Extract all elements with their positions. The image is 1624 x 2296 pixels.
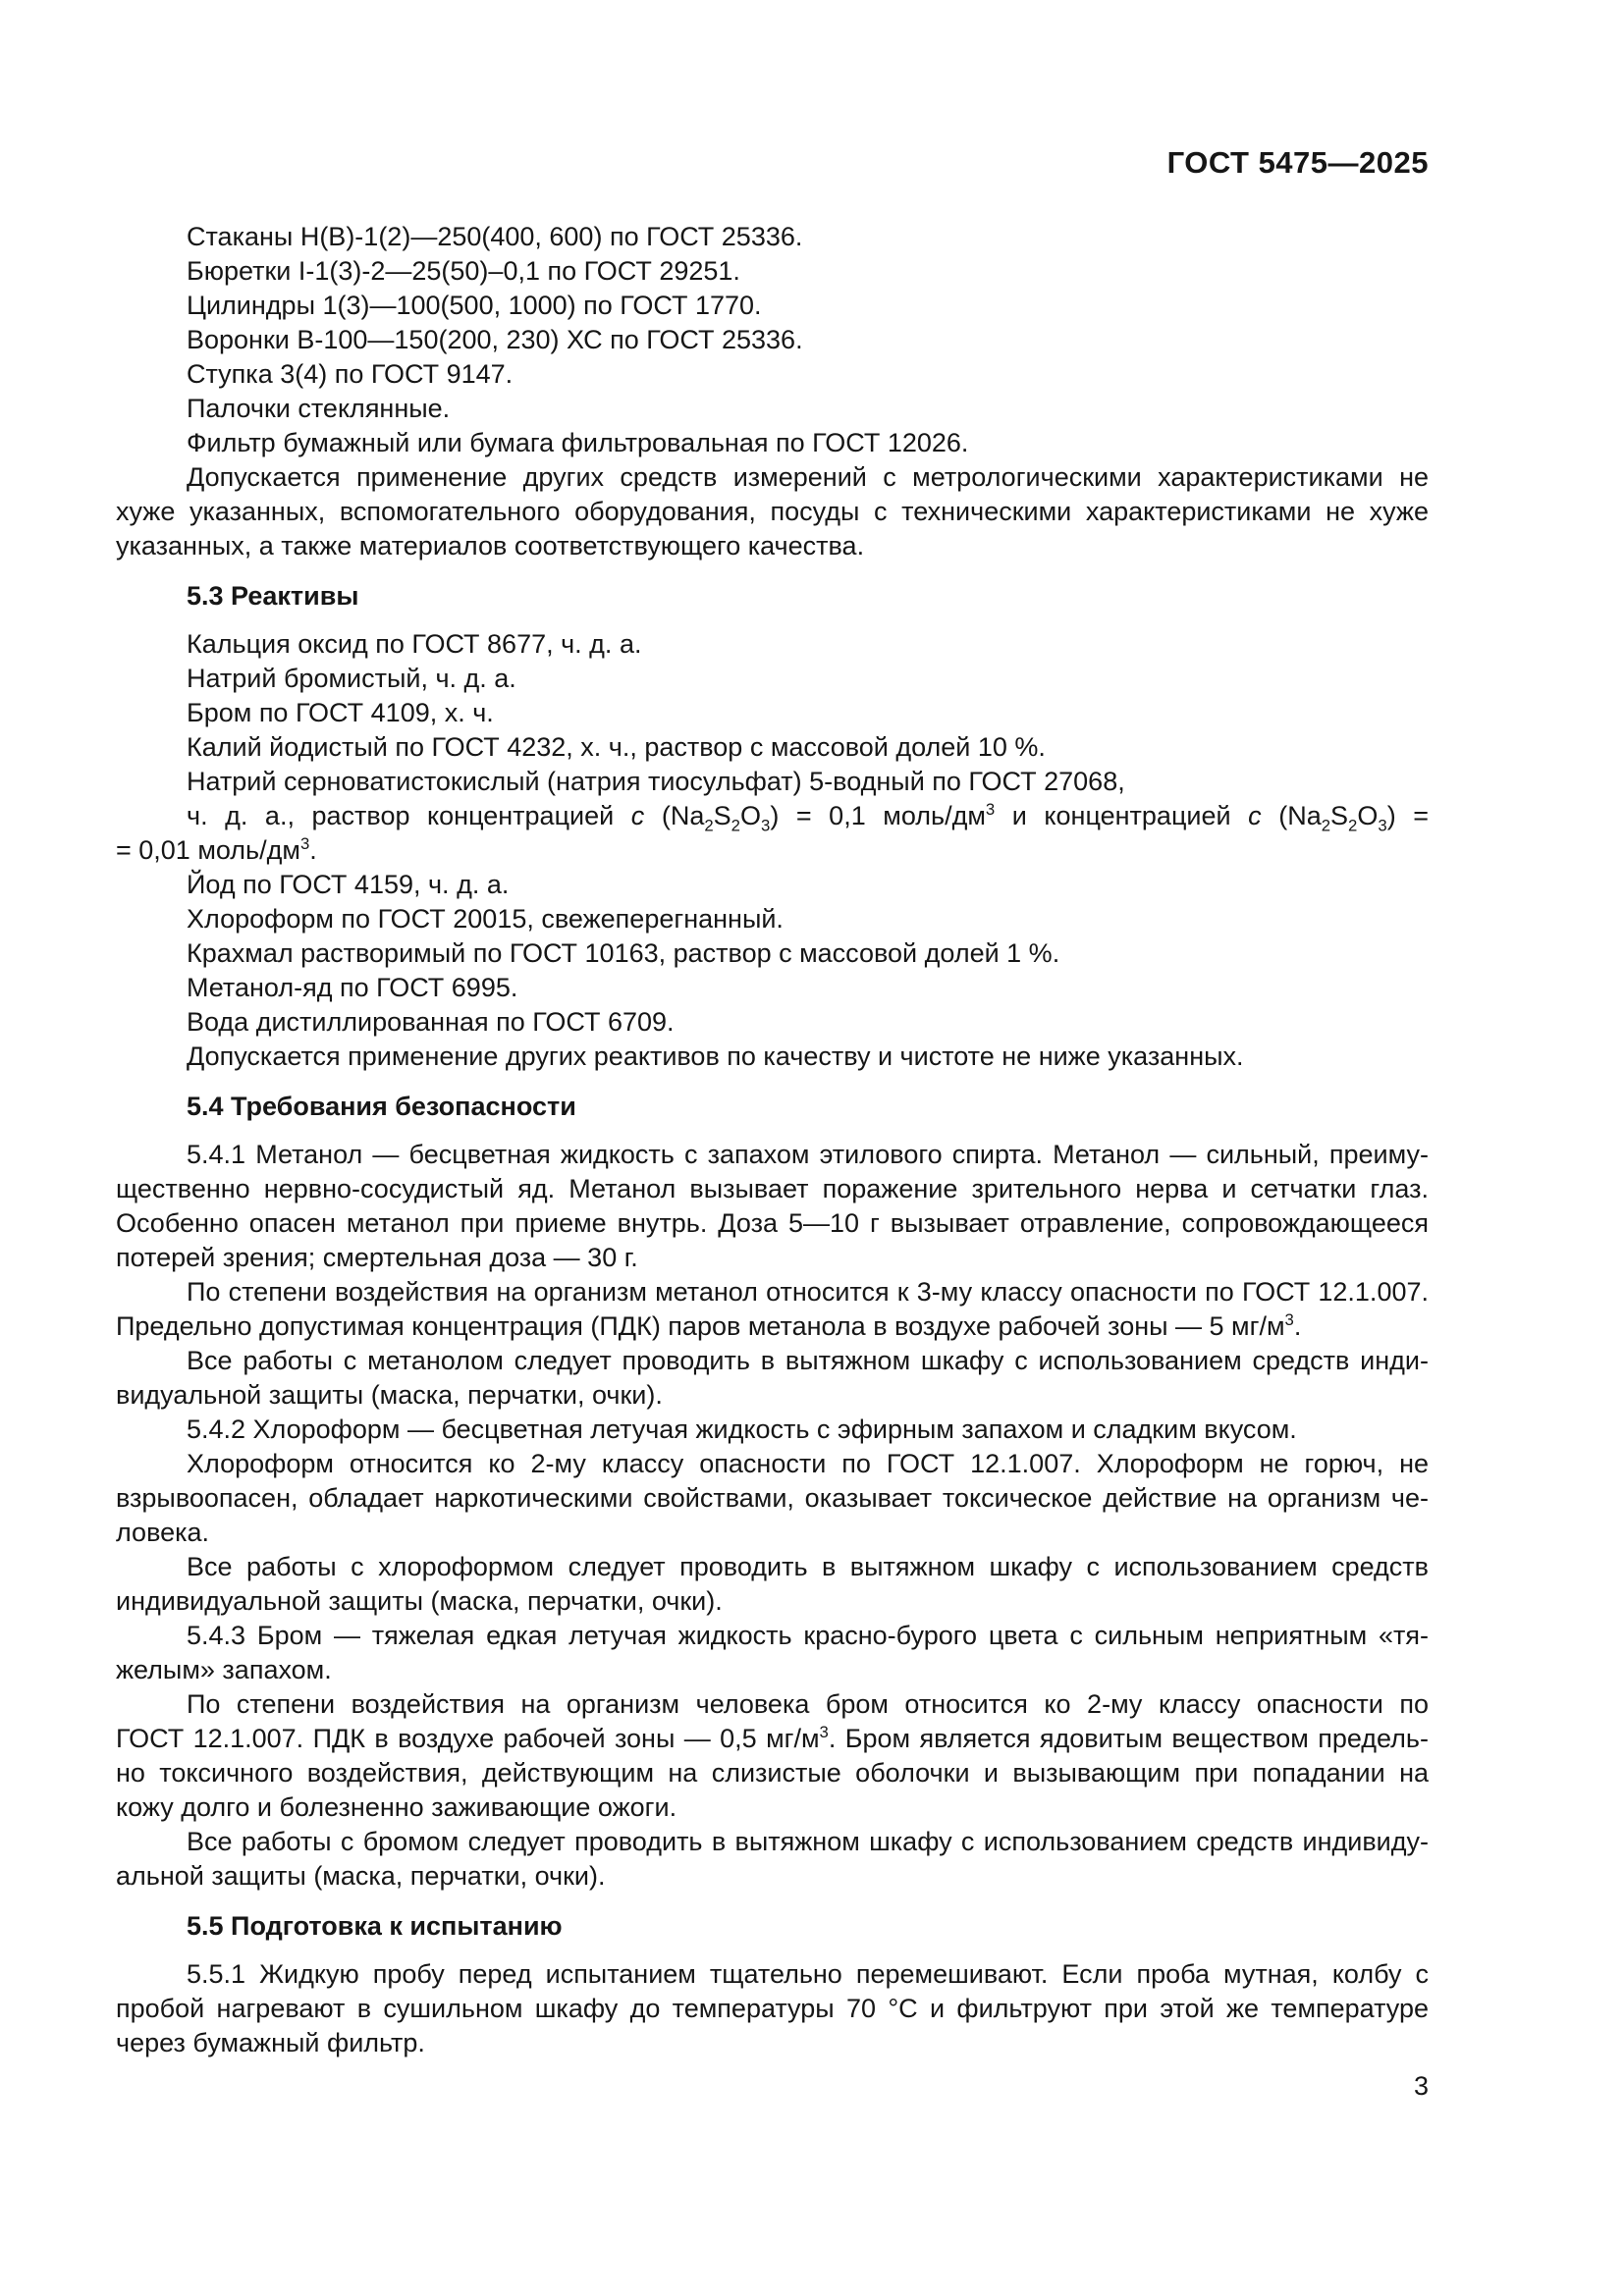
text-line: Хлороформ относится ко 2-му классу опасности по ГОСТ 12.1.007. Хлороформ не горюч, не bbox=[187, 1449, 1429, 1478]
text-line: но токсичного воздействия, действующим на слизистые оболочки и вызывающим при попадании на bbox=[116, 1758, 1429, 1788]
text-line: 5.4.3 Бром — тяжелая едкая летучая жидкость красно-бурого цвета с сильным неприятным «тя- bbox=[187, 1621, 1429, 1650]
text-line: потерей зрения; смертельная доза — 30 г. bbox=[116, 1243, 638, 1272]
text-line: Палочки стеклянные. bbox=[187, 394, 451, 423]
text-line: 5.4.2 Хлороформ — бесцветная летучая жидкость с эфирным запахом и сладким вкусом. bbox=[187, 1415, 1297, 1444]
text-line: ловека. bbox=[116, 1518, 210, 1547]
text-line: видуальной защиты (маска, перчатки, очки). bbox=[116, 1380, 663, 1410]
text-line: Все работы с метанолом следует проводить в вытяжном шкафу с использованием средств инди- bbox=[187, 1346, 1429, 1375]
text-line: Все работы с бромом следует проводить в вытяжном шкафу с использованием средств индивиду- bbox=[187, 1827, 1429, 1856]
paragraph bbox=[116, 1447, 1429, 1550]
text-line: = 0,01 моль/$дм^3$. bbox=[116, 834, 317, 865]
text-line: Цилиндры 1(3)—100(500, 1000) по ГОСТ 1770. bbox=[187, 291, 762, 320]
text-line: Особенно опасен метанол при приеме внутрь. Доза 5—10 г вызывает отравление, сопровождающееся bbox=[116, 1208, 1429, 1238]
text-line: через бумажный фильтр. bbox=[116, 2028, 425, 2057]
text-line: индивидуальной защиты (маска, перчатки, очки). bbox=[116, 1586, 723, 1616]
paragraph bbox=[116, 765, 1429, 868]
text-line: По степени воздействия на организм человека бром относится ко 2-му классу опасности по bbox=[187, 1689, 1429, 1719]
text-line: Бюретки I-1(3)-2—25(50)–0,1 по ГОСТ 29251. bbox=[187, 256, 740, 286]
text-line: указанных, а также материалов соответствующего качества. bbox=[116, 531, 865, 561]
text-line: Натрий бромистый, ч. д. а. bbox=[187, 664, 516, 693]
paragraph bbox=[116, 1825, 1429, 1894]
text-line: 5.4.1 Метанол — бесцветная жидкость с запахом этилового спирта. Метанол — сильный, преиму- bbox=[187, 1140, 1429, 1169]
text-line: желым» запахом. bbox=[116, 1655, 332, 1684]
text-line: Кальция оксид по ГОСТ 8677, ч. д. а. bbox=[187, 629, 642, 659]
text-line: ч. д. а., раствор концентрацией c $(Na_2S_2O_3) = 0,1$ моль/$дм^3$ и концентрацией c $(Na_2S_2O_3)$ = bbox=[187, 800, 1430, 835]
text-line: Фильтр бумажный или бумага фильтровальная по ГОСТ 12026. bbox=[187, 428, 969, 457]
paragraph bbox=[116, 1344, 1429, 1413]
text-line: Допускается применение других реактивов по качеству и чистоте не ниже указанных. bbox=[187, 1041, 1244, 1071]
text-line: Метанол-яд по ГОСТ 6995. bbox=[187, 973, 518, 1002]
text-line: ГОСТ 12.1.007. ПДК в воздухе рабочей зоны — 0,5 $мг/м^3$. Бром является ядовитым веществом предель- bbox=[116, 1723, 1429, 1753]
paragraph bbox=[116, 1687, 1429, 1825]
text-line: кожу долго и болезненно заживающие ожоги. bbox=[116, 1792, 677, 1822]
section-heading: 5.4 Требования безопасности bbox=[187, 1092, 576, 1121]
text-line: альной защиты (маска, перчатки, очки). bbox=[116, 1861, 606, 1891]
paragraph bbox=[116, 1413, 1429, 1447]
text-line: Предельно допустимая концентрация (ПДК) паров метанола в воздухе рабочей зоны — 5 $мг/м^3$. bbox=[116, 1310, 1302, 1341]
text-line: 5.5.1 Жидкую пробу перед испытанием тщательно перемешивают. Если проба мутная, колбу с bbox=[187, 1959, 1429, 1989]
paragraph bbox=[116, 1550, 1429, 1619]
text-line: Натрий серноватистокислый (натрия тиосульфат) 5-водный по ГОСТ 27068, bbox=[187, 767, 1125, 796]
text-line: хуже указанных, вспомогательного оборудования, посуды с техническими характеристиками не хуже bbox=[116, 497, 1429, 526]
section-heading: 5.5 Подготовка к испытанию bbox=[187, 1911, 563, 1941]
text-line: Ступка 3(4) по ГОСТ 9147. bbox=[187, 359, 514, 389]
text-line: Воронки В-100—150(200, 230) ХС по ГОСТ 25336. bbox=[187, 325, 803, 354]
page-number: 3 bbox=[1413, 2071, 1429, 2101]
paragraph bbox=[116, 460, 1429, 563]
text-line: Крахмал растворимый по ГОСТ 10163, раствор с массовой долей 1 %. bbox=[187, 938, 1060, 968]
text-line: Допускается применение других средств измерений с метрологическими характеристиками не bbox=[187, 462, 1429, 492]
text-line: Йод по ГОСТ 4159, ч. д. а. bbox=[187, 870, 510, 899]
paragraph bbox=[116, 1138, 1429, 1275]
paragraph bbox=[116, 1957, 1429, 2060]
text-line: Хлороформ по ГОСТ 20015, свежеперегнанный. bbox=[187, 904, 784, 934]
text-line: Бром по ГОСТ 4109, х. ч. bbox=[187, 698, 494, 727]
section-heading: 5.3 Реактивы bbox=[187, 581, 359, 611]
text-line: щественно нервно-сосудистый яд. Метанол вызывает поражение зрительного нерва и сетчатки глаз. bbox=[116, 1174, 1429, 1203]
paragraph bbox=[116, 1619, 1429, 1687]
text-line: пробой нагревают в сушильном шкафу до температуры 70 °С и фильтруют при этой же температуре bbox=[116, 1994, 1429, 2023]
paragraph bbox=[116, 1275, 1429, 1344]
text-line: По степени воздействия на организм метанол относится к 3-му классу опасности по ГОСТ 12.1.007. bbox=[187, 1277, 1429, 1307]
text-line: Стаканы Н(В)-1(2)—250(400, 600) по ГОСТ 25336. bbox=[187, 222, 803, 251]
document-content bbox=[116, 220, 1429, 2060]
text-line: Все работы с хлороформом следует проводить в вытяжном шкафу с использованием средств bbox=[187, 1552, 1429, 1581]
text-line: Вода дистиллированная по ГОСТ 6709. bbox=[187, 1007, 675, 1037]
text-line: Калий йодистый по ГОСТ 4232, х. ч., раствор с массовой долей 10 %. bbox=[187, 732, 1046, 762]
text-line: взрывоопасен, обладает наркотическими свойствами, оказывает токсическое действие на организм че- bbox=[116, 1483, 1429, 1513]
document-header: ГОСТ 5475—2025 bbox=[1166, 145, 1429, 180]
